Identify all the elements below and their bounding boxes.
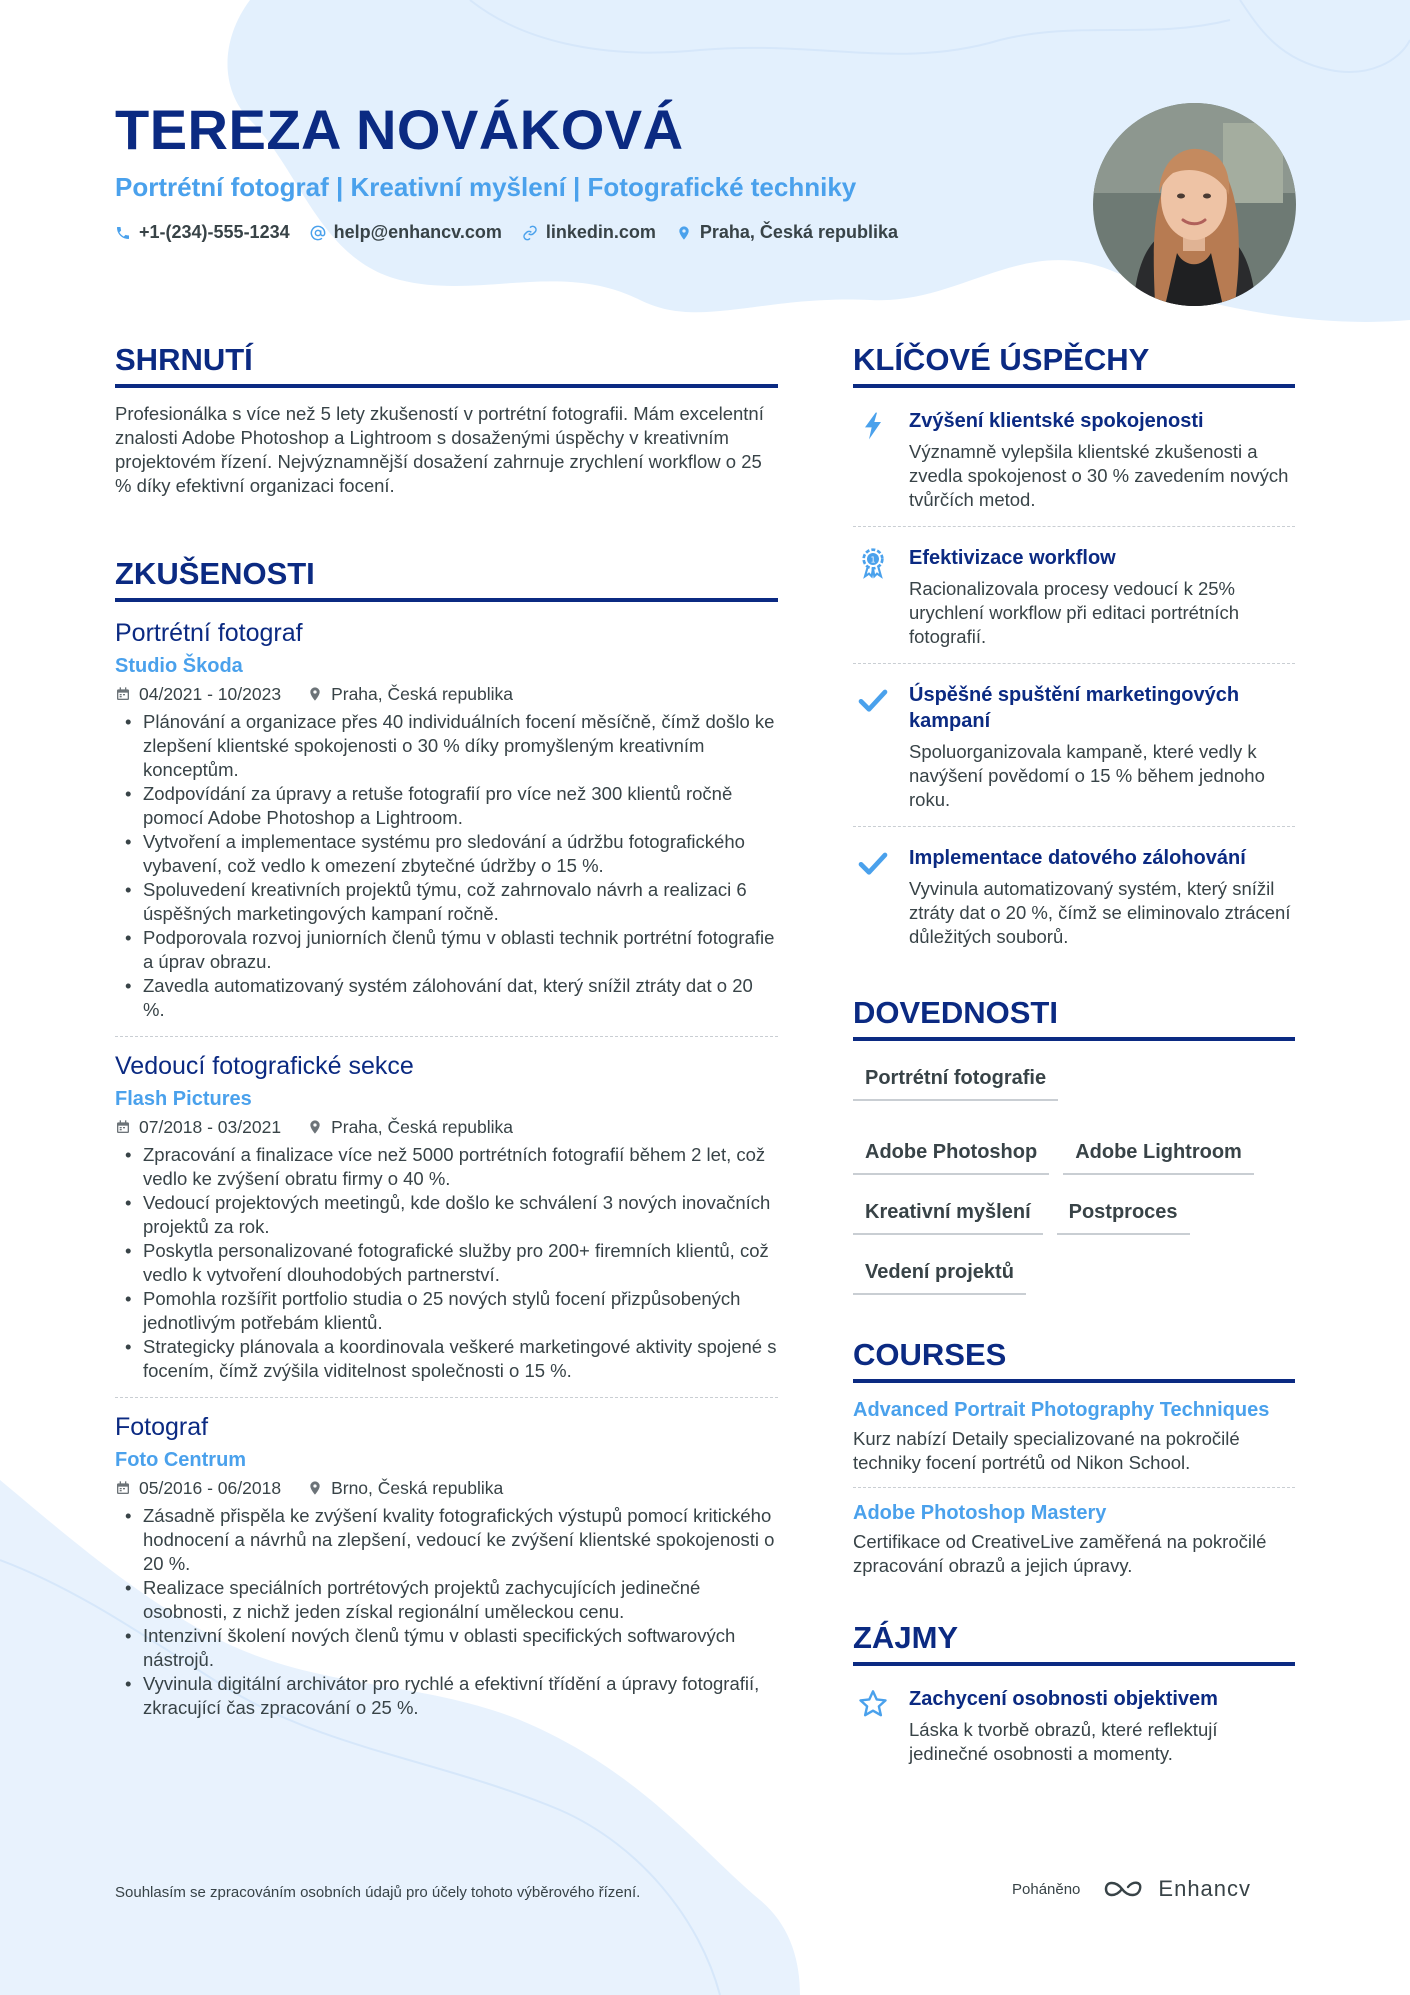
- job-bullet: • Poskytla personalizované fotografické služby pro 200+ firemních klientů, což vedlo k vytvoření dlouhodobých partnerství.: [115, 1239, 778, 1287]
- checkmark-icon: [857, 847, 889, 879]
- skills-title: DOVEDNOSTI: [853, 993, 1295, 1041]
- contact-email[interactable]: [310, 222, 502, 243]
- job-meta: [115, 1476, 778, 1500]
- location-text: Praha, Česká republika: [699, 222, 899, 242]
- enhancv-logo-icon: [1102, 1877, 1148, 1901]
- skills-list: [853, 1055, 1295, 1295]
- course-desc: Certifikace od CreativeLive zaměřená na pokročilé zpracování obrazů a jejich úpravy.: [853, 1531, 1267, 1576]
- brand-name: Enhancv: [1158, 1876, 1252, 1901]
- right-column: [853, 340, 1295, 1792]
- course-item: [853, 1397, 1295, 1488]
- achievement-title: Zvýšení klientské spokojenosti: [909, 410, 1204, 432]
- job-title: Vedoucí fotografické sekce: [115, 1052, 414, 1080]
- job-bullet: • Pomohla rozšířit portfolio studia o 25 nových stylů focení přizpůsobených jednotlivým potřebám klientů.: [115, 1287, 778, 1335]
- brand-logo[interactable]: [1102, 1876, 1251, 1902]
- job-entry: [115, 1410, 778, 1734]
- job-bullet: • Vedoucí projektových meetingů, kde došlo ke schválení 3 nových inovačních projektů za rok.: [115, 1191, 778, 1239]
- achievement-title: Efektivizace workflow: [909, 547, 1116, 569]
- location-pin-icon: [307, 686, 323, 702]
- job-meta: [115, 682, 778, 706]
- skills-section: [853, 993, 1295, 1295]
- job-bullets: [115, 1143, 778, 1383]
- job-location: [307, 1476, 503, 1500]
- achievement-item: [853, 402, 1295, 527]
- achievement-desc: Racionalizovala procesy vedoucí k 25% urychlení workflow při editaci portrétních fotografií.: [909, 578, 1240, 647]
- award-ribbon-icon: [857, 547, 889, 579]
- job-bullets: [115, 1504, 778, 1720]
- checkmark-icon: [857, 684, 889, 716]
- location-pin-icon: [676, 225, 692, 241]
- job-location-text: Brno, Česká republika: [331, 1478, 504, 1498]
- interests-section: [853, 1618, 1295, 1780]
- achievements-section: [853, 340, 1295, 963]
- course-title: Adobe Photoshop Mastery: [853, 1502, 1107, 1524]
- job-entry: [115, 1049, 778, 1398]
- svg-text:1: 1: [870, 555, 876, 565]
- job-bullet: • Zodpovídání za úpravy a retuše fotografií pro více než 300 klientů ročně pomocí Adobe Photoshop a Lightroom.: [115, 782, 778, 830]
- company-name: Flash Pictures: [115, 1088, 252, 1110]
- job-bullet: • Realizace speciálních portrétových projektů zachycujících jedinečné osobnosti, z nichž jeden získal regionální uměleckou cenu.: [115, 1576, 778, 1624]
- phone-icon: [115, 225, 131, 241]
- job-dates: [115, 1476, 281, 1500]
- interest-title: Zachycení osobnosti objektivem: [909, 1688, 1218, 1710]
- job-bullet: • Podporovala rozvoj juniorních členů týmu v oblasti technik portrétní fotografie a úprav obrazu.: [115, 926, 778, 974]
- achievements-title: KLÍČOVÉ ÚSPĚCHY: [853, 340, 1295, 388]
- achievement-title: Úspěšné spuštění marketingových kampaní: [909, 684, 1240, 732]
- job-location: [307, 1115, 513, 1139]
- company-name: Studio Škoda: [115, 655, 243, 677]
- job-location: [307, 682, 513, 706]
- skill-tag: Kreativní myšlení: [853, 1189, 1043, 1235]
- phone-text: +1-(234)-555-1234: [139, 222, 290, 242]
- email-text: help@enhancv.com: [333, 222, 502, 242]
- achievement-desc: Vyvinula automatizovaný systém, který snížil ztráty dat o 20 %, čímž se eliminovalo ztrácení důležitých souborů.: [909, 878, 1291, 947]
- calendar-icon: [115, 1480, 131, 1496]
- achievement-item: [853, 839, 1295, 963]
- job-bullet: • Zpracování a finalizace více než 5000 portrétních fotografií během 2 let, což vedlo ke zvýšení obratu firmy o 40 %.: [115, 1143, 778, 1191]
- courses-title: COURSES: [853, 1335, 1295, 1383]
- job-bullets: [115, 710, 778, 1022]
- contact-linkedin[interactable]: [522, 222, 656, 243]
- job-bullet: • Spoluvedení kreativních projektů týmu, což zahrnovalo návrh a realizaci 6 úspěšných marketingových kampaní ročně.: [115, 878, 778, 926]
- contact-phone[interactable]: [115, 222, 290, 243]
- job-location-text: Praha, Česká republika: [331, 1117, 513, 1137]
- profile-photo: [1093, 103, 1296, 306]
- job-meta: [115, 1115, 778, 1139]
- lightning-icon: [857, 410, 889, 442]
- contact-location: [676, 222, 898, 243]
- resume-header: [115, 96, 1075, 243]
- achievement-item: [853, 676, 1295, 827]
- skill-tag: Adobe Lightroom: [1063, 1129, 1254, 1175]
- skill-tag: Adobe Photoshop: [853, 1129, 1049, 1175]
- job-bullet: • Vytvoření a implementace systému pro sledování a údržbu fotografického vybavení, což vedlo k omezení zbytečné údržby o 15 %.: [115, 830, 778, 878]
- linkedin-text: linkedin.com: [545, 222, 656, 242]
- interest-desc: Láska k tvorbě obrazů, které reflektují jedinečné osobnosti a momenty.: [909, 1719, 1218, 1764]
- job-bullet: • Plánování a organizace přes 40 individuálních focení měsíčně, čímž došlo ke zlepšení klientské spokojenosti o 30 % díky promyšleným kreativním konceptům.: [115, 710, 778, 782]
- achievement-item: [853, 539, 1295, 664]
- course-item: [853, 1500, 1295, 1590]
- interest-item: [853, 1680, 1295, 1780]
- job-dates: [115, 1115, 281, 1139]
- achievement-desc: Spoluorganizovala kampaně, které vedly k navýšení povědomí o 15 % během jednoho roku.: [909, 741, 1265, 810]
- contact-list: [115, 222, 1075, 243]
- courses-section: [853, 1335, 1295, 1590]
- achievement-title: Implementace datového zálohování: [909, 847, 1246, 869]
- link-icon: [522, 225, 538, 241]
- skill-tag: Portrétní fotografie: [853, 1055, 1058, 1101]
- experience-title: ZKUŠENOSTI: [115, 554, 778, 602]
- summary-text: Profesionálka s více než 5 lety zkušeností v portrétní fotografii. Mám excelentní znalosti Adobe Photoshop a Lightroom s dosaženými úspěchy v kreativním projektovém řízení. Nejvýznamnější dosažení zahrnuje zrychlení workflow o 25 % díky efektivní organizaci focení.: [115, 403, 764, 496]
- job-dates-text: 05/2016 - 06/2018: [139, 1478, 282, 1498]
- job-location-text: Praha, Česká republika: [331, 684, 513, 704]
- job-bullet: • Zavedla automatizovaný systém zálohování dat, který snížil ztráty dat o 20 %.: [115, 974, 778, 1022]
- candidate-name: TEREZA NOVÁKOVÁ: [115, 98, 684, 161]
- footer-branding: [1012, 1876, 1251, 1902]
- job-dates-text: 04/2021 - 10/2023: [139, 684, 282, 704]
- course-title: Advanced Portrait Photography Techniques: [853, 1399, 1270, 1421]
- summary-section: [115, 340, 778, 498]
- job-bullet: • Strategicky plánovala a koordinovala veškeré marketingové aktivity spojené s focením, čímž zvýšila viditelnost společnosti o 15 %.: [115, 1335, 778, 1383]
- calendar-icon: [115, 1119, 131, 1135]
- job-bullet: • Vyvinula digitální archivátor pro rychlé a efektivní třídění a úpravy fotografií, zkracující čas zpracování o 25 %.: [115, 1672, 778, 1720]
- at-sign-icon: [310, 225, 326, 241]
- location-pin-icon: [307, 1480, 323, 1496]
- job-title: Portrétní fotograf: [115, 619, 303, 647]
- job-dates-text: 07/2018 - 03/2021: [139, 1117, 282, 1137]
- location-pin-icon: [307, 1119, 323, 1135]
- job-bullet: • Zásadně přispěla ke zvýšení kvality fotografických výstupů pomocí kritického hodnocení a návrhů na zlepšení, vedoucí ke zvýšení klientské spokojenosti o 20 %.: [115, 1504, 778, 1576]
- consent-note: Souhlasím se zpracováním osobních údajů pro účely tohoto výběrového řízení.: [115, 1884, 641, 1901]
- summary-title: SHRNUTÍ: [115, 340, 778, 388]
- experience-section: [115, 554, 778, 1734]
- job-entry: [115, 616, 778, 1037]
- skill-tag: Postproces: [1057, 1189, 1190, 1235]
- job-dates: [115, 682, 281, 706]
- achievement-desc: Významně vylepšila klientské zkušenosti a zvedla spokojenost o 30 % zavedením nových tvůrčích metod.: [909, 441, 1289, 510]
- interests-title: ZÁJMY: [853, 1618, 1295, 1666]
- powered-by-label: Poháněno: [1012, 1880, 1081, 1898]
- company-name: Foto Centrum: [115, 1449, 247, 1471]
- calendar-icon: [115, 686, 131, 702]
- headline: Portrétní fotograf | Kreativní myšlení | Fotografické techniky: [115, 172, 857, 202]
- skill-tag: Vedení projektů: [853, 1249, 1026, 1295]
- job-bullet: • Intenzivní školení nových členů týmu v oblasti specifických softwarových nástrojů.: [115, 1624, 778, 1672]
- star-icon: [857, 1688, 889, 1720]
- left-column: [115, 340, 778, 1746]
- course-desc: Kurz nabízí Detaily specializované na pokročilé techniky focení portrétů od Nikon School.: [853, 1428, 1240, 1473]
- job-title: Fotograf: [115, 1413, 209, 1441]
